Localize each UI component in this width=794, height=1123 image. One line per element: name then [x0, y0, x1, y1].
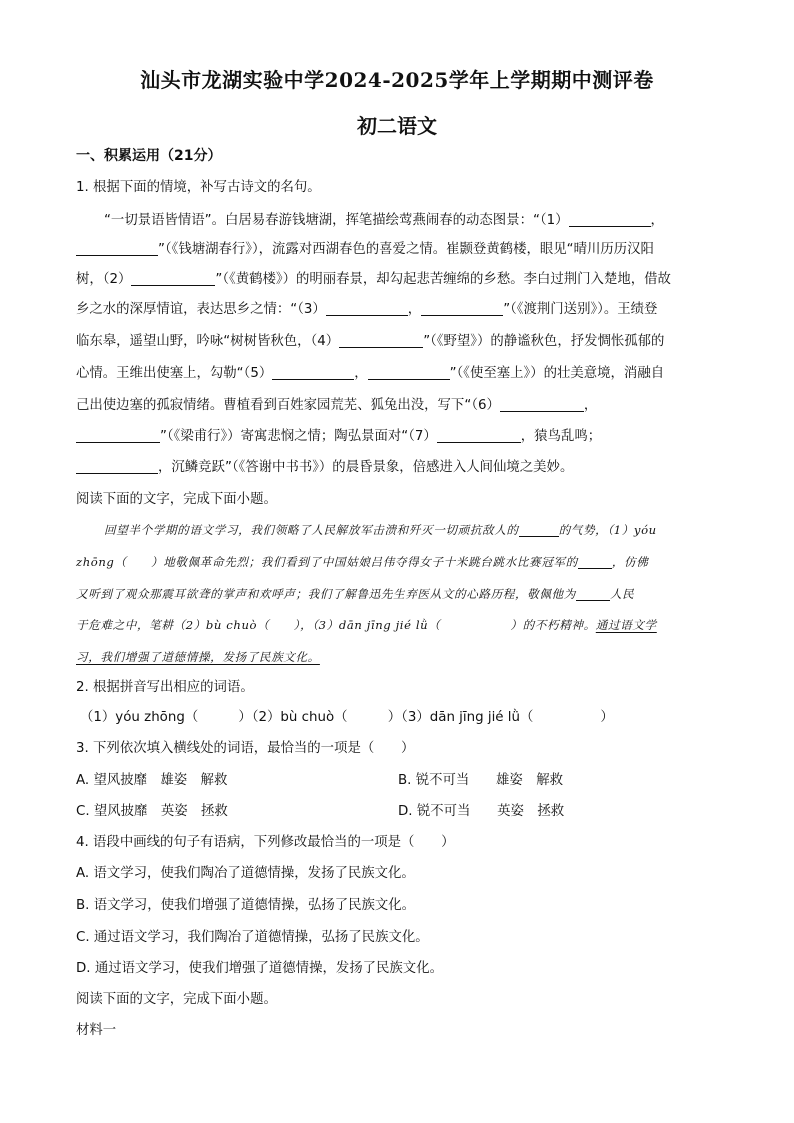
fill-blank[interactable] [131, 271, 215, 286]
section-heading: 一、积累运用（21分） [76, 148, 222, 164]
fill-blank[interactable] [368, 365, 450, 380]
passage-line-1: 回望半个学期的语文学习，我们领略了人民解放军击溃和歼灭一切顽抗敌人的 的气势，（1）yóu [104, 523, 657, 537]
q2-items: （1）yóu zhōng（ ）（2）bù chuò（ ）（3）dān jīng jié lǜ（ ） [80, 710, 614, 725]
fill-blank[interactable] [500, 397, 584, 412]
underlined-sentence: 习，我们增强了道德情操，发扬了民族文化。 [76, 650, 320, 664]
q1-line-7: 己出使边塞的孤寂情绪。曹植看到百姓家园荒芜、狐兔出没，写下“（6） ， [76, 398, 598, 413]
q4-option-c[interactable]: C. 通过语文学习，我们陶冶了道德情操，弘扬了民族文化。 [76, 930, 429, 945]
q1-line-2: ”（《钱塘湖春行》），流露对西湖春色的喜爱之情。崔颢登黄鹤楼，眼见“晴川历历汉阳 [76, 240, 726, 260]
passage-line-2: zhōng（ ）地敬佩革命先烈；我们看到了中国姑娘吕伟夺得女子十米跳台跳水比赛冠军的 ，仿佛 [76, 555, 649, 569]
q1-prompt: 1. 根据下面的情境，补写古诗文的名句。 [76, 180, 321, 195]
q1-line-6: 心情。王维出使塞上，勾勒“（5） ， ”（《使至塞上》）的壮美意境，消融自 [76, 366, 665, 381]
material-label: 材料一 [76, 1023, 117, 1038]
q1-line-8: ”（《梁甫行》）寄寓悲悯之情；陶弘景面对“（7） ，猿鸟乱鸣； [76, 427, 726, 447]
reading-intro: 阅读下面的文字，完成下面小题。 [76, 992, 277, 1007]
q1-line-4: 乡之水的深厚情谊，表达思乡之情：“（3） ， ”（《渡荆门送别》）。王绩登 [76, 302, 658, 317]
fill-blank[interactable] [437, 428, 521, 443]
fill-blank[interactable] [76, 459, 158, 474]
fill-blank[interactable] [421, 301, 503, 316]
fill-blank[interactable] [519, 522, 559, 537]
q3-prompt: 3. 下列依次填入横线处的词语，最恰当的一项是（ ） [76, 741, 415, 756]
underlined-sentence: 通过语文学 [595, 618, 657, 632]
q3-option-a[interactable]: A. 望风披靡 雄姿 解救 [76, 773, 228, 788]
passage-line-3: 又听到了观众那震耳欲聋的掌声和欢呼声；我们了解鲁迅先生弃医从文的心路历程，敬佩他为 人民 [76, 587, 635, 601]
q2-prompt: 2. 根据拼音写出相应的词语。 [76, 680, 254, 695]
q3-option-c[interactable]: C. 望风披靡 英姿 拯救 [76, 804, 228, 819]
q4-option-a[interactable]: A. 语文学习，使我们陶冶了道德情操，发扬了民族文化。 [76, 866, 415, 881]
fill-blank[interactable] [76, 428, 160, 443]
fill-blank[interactable] [578, 554, 612, 569]
q1-line-5: 临东皋，遥望山野，吟咏“树树皆秋色，（4） ”（《野望》）的静谧秋色，抒发惆怅孤郁的 [76, 334, 665, 349]
q3-option-d[interactable]: D. 锐不可当 英姿 拯救 [398, 804, 565, 819]
passage-line-4: 于危难之中，笔耕（2）bù chuò（ ），（3）dān jīng jié lǜ（ ）的不朽精神。通过语文学 [76, 618, 657, 632]
q4-prompt: 4. 语段中画线的句子有语病，下列修改最恰当的一项是（ ） [76, 835, 455, 850]
passage-line-5 [76, 647, 726, 667]
q1-line-3: 树，（2） ”（《黄鹤楼》）的明丽春景，却勾起悲苦缠绵的乡愁。李白过荆门入楚地，借故 [76, 272, 671, 287]
q1-line-9: ，沉鳞竞跃”（《答谢中书书》）的晨昏景象，倍感进入人间仙境之美妙。 [76, 458, 726, 478]
q4-option-b[interactable]: B. 语文学习，使我们增强了道德情操，弘扬了民族文化。 [76, 898, 416, 913]
fill-blank[interactable] [272, 365, 354, 380]
fill-blank[interactable] [576, 586, 610, 601]
exam-title: 汕头市龙湖实验中学2024-2025学年上学期期中测评卷 [140, 68, 654, 92]
fill-blank[interactable] [76, 241, 158, 256]
reading-intro: 阅读下面的文字，完成下面小题。 [76, 492, 277, 507]
q1-line-1: “一切景语皆情语”。白居易春游钱塘湖，挥笔描绘莺燕闹春的动态图景：“（1） ， [104, 213, 664, 228]
q4-option-d[interactable]: D. 通过语文学习，使我们增强了道德情操，发扬了民族文化。 [76, 961, 443, 976]
fill-blank[interactable] [326, 301, 408, 316]
exam-subtitle: 初二语文 [357, 114, 437, 138]
q3-option-b[interactable]: B. 锐不可当 雄姿 解救 [398, 773, 563, 788]
fill-blank[interactable] [569, 212, 651, 227]
fill-blank[interactable] [339, 333, 423, 348]
